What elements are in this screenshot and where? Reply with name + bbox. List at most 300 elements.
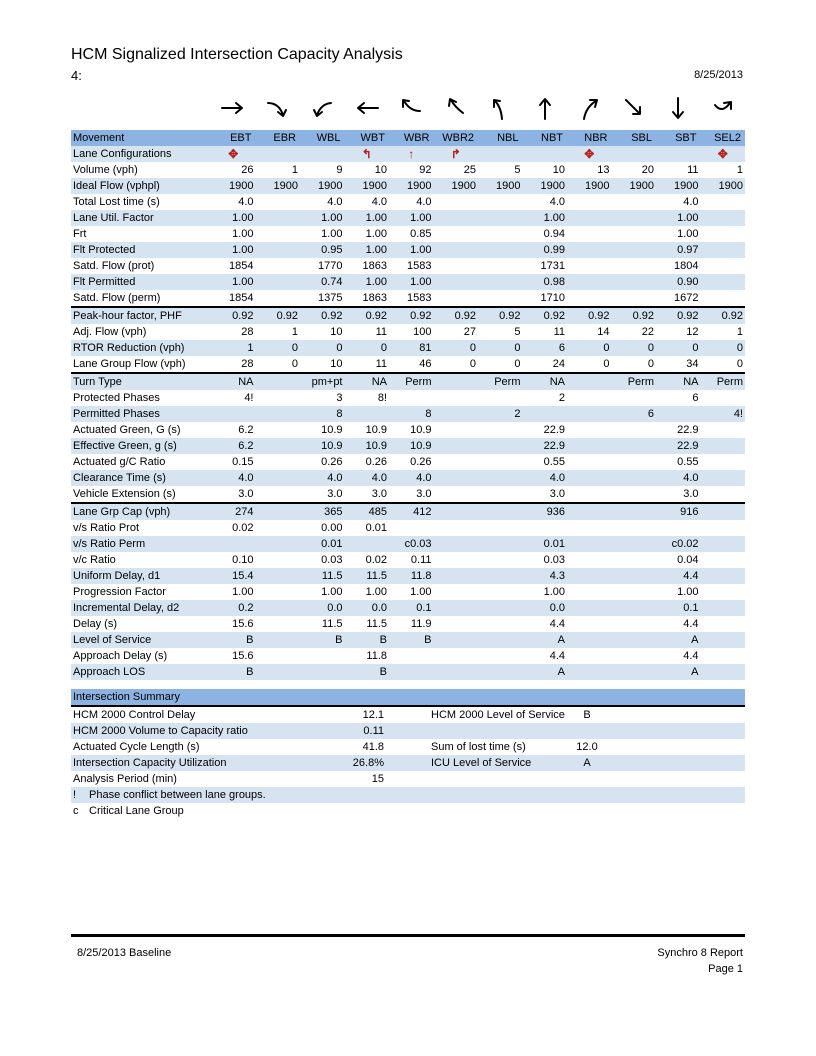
summary-title: Intersection Summary <box>71 689 745 706</box>
cell-sbt: 1672 <box>674 292 699 304</box>
summary-spacer <box>608 755 745 771</box>
summary-value-right <box>566 723 608 739</box>
summary-label-right: HCM 2000 Level of Service <box>386 706 566 723</box>
cell-nbl <box>478 194 523 210</box>
cell-ebt: 1.00 <box>232 586 254 598</box>
cell-nbt: 4.4 <box>549 650 565 662</box>
cell-nbr: 13 <box>597 164 610 176</box>
cell-wbt: 1.00 <box>345 210 390 226</box>
cell-ebr <box>256 552 301 568</box>
cell-nbr <box>567 258 612 274</box>
cell-nbr <box>567 568 612 584</box>
cell-wbr: 3.0 <box>416 488 432 500</box>
cell-nbl: 0 <box>478 340 523 356</box>
summary-value-right <box>566 771 608 787</box>
cell-ebr <box>256 242 301 258</box>
summary-value: 41.8 <box>362 741 384 753</box>
cell-wbt: 0.92 <box>345 307 390 324</box>
cell-nbt: 1.00 <box>523 210 568 226</box>
cell-sbl: 0.92 <box>612 307 657 324</box>
cell-nbr <box>567 454 612 470</box>
cell-sel2 <box>701 226 746 242</box>
table-row <box>71 632 745 648</box>
cell-sbl: 22 <box>641 326 654 338</box>
cell-nbl <box>478 536 523 552</box>
cell-ebr <box>256 226 301 242</box>
cell-wbr: 92 <box>419 164 432 176</box>
cell-nbl <box>478 584 523 600</box>
cell-wbl: 365 <box>300 503 345 520</box>
cell-wbl: 0.74 <box>300 274 345 290</box>
cell-nbl <box>478 438 523 454</box>
cell-ebt: 274 <box>211 503 256 520</box>
cell-wbr: 46 <box>419 358 432 370</box>
lane-config-icon <box>612 146 657 162</box>
row-label: Movement <box>71 130 211 146</box>
cell-wbt: 0.02 <box>365 554 387 566</box>
footer-report-name: Synchro 8 Report <box>657 947 743 959</box>
cell-nbt: NA <box>523 373 568 390</box>
cell-nbt: 0.98 <box>523 274 568 290</box>
row-label: Satd. Flow (perm) <box>73 292 161 304</box>
cell-wbl: 1.00 <box>300 210 345 226</box>
cell-ebr <box>256 486 301 503</box>
cell-wbr: 11.8 <box>389 568 434 584</box>
row-label: Approach LOS <box>71 664 211 680</box>
cell-wbr: 1.00 <box>389 242 434 258</box>
cell-nbt: 11 <box>553 326 565 338</box>
cell-wbl: 0.92 <box>300 307 345 324</box>
cell-wbr2: 27 <box>463 326 476 338</box>
cell-wbt: 1863 <box>362 292 387 304</box>
cell-sel2 <box>701 520 746 536</box>
cell-nbr <box>567 616 612 632</box>
cell-nbr <box>567 390 612 406</box>
cell-sbl: 20 <box>641 164 654 176</box>
cell-nbl <box>478 274 523 290</box>
cell-ebr: 0.92 <box>256 307 301 324</box>
cell-ebr <box>256 632 301 648</box>
row-label: Vehicle Extension (s) <box>73 488 176 500</box>
cell-nbr <box>567 290 612 307</box>
cell-wbr2 <box>434 406 479 422</box>
lane-config-icon <box>256 146 301 162</box>
row-label: Permitted Phases <box>71 406 211 422</box>
cell-ebt: 6.2 <box>238 424 254 436</box>
cell-sbt: 22.9 <box>656 438 701 454</box>
cell-wbt: 1.00 <box>345 242 390 258</box>
cell-ebr <box>256 616 301 632</box>
cell-wbr: 4.0 <box>389 470 434 486</box>
cell-wbr2 <box>434 242 479 258</box>
cell-ebt: 1.00 <box>211 242 256 258</box>
cell-nbl <box>478 242 523 258</box>
cell-nbr <box>567 552 612 568</box>
cell-ebr <box>256 520 301 536</box>
cell-wbl: 0.03 <box>321 554 343 566</box>
cell-nbr <box>567 438 612 454</box>
cell-ebr: 0 <box>256 340 301 356</box>
note <box>71 803 745 819</box>
cell-sel2 <box>701 584 746 600</box>
row-label: Frt <box>73 228 87 240</box>
cell-nbr <box>567 503 612 520</box>
table-row <box>71 454 745 470</box>
cell-sel2 <box>701 536 746 552</box>
cell-wbl: 10.9 <box>321 424 343 436</box>
cell-nbt: 2 <box>558 392 565 404</box>
table-row <box>71 406 745 422</box>
cell-wbr2 <box>434 194 479 210</box>
row-label: Delay (s) <box>73 618 118 630</box>
lane-config-row <box>71 146 745 162</box>
cell-sbt: 4.4 <box>656 568 701 584</box>
cell-ebt: 0.02 <box>232 522 254 534</box>
note-text: Critical Lane Group <box>89 805 184 817</box>
cell-wbr: 0.26 <box>410 456 432 468</box>
cell-wbl: 4.0 <box>300 470 345 486</box>
cell-nbt: 3.0 <box>549 488 565 500</box>
cell-sbl <box>612 274 657 290</box>
cell-wbl: 11.5 <box>321 618 343 630</box>
cell-nbr <box>567 536 612 552</box>
row-label: Lane Group Flow (vph) <box>73 358 186 370</box>
cell-sel2: 1900 <box>701 178 746 194</box>
report-date: 8/25/2013 <box>694 69 743 81</box>
cell-nbr: 1900 <box>567 178 612 194</box>
cell-ebr <box>256 258 301 274</box>
cell-ebr <box>256 664 301 680</box>
summary-value: 12.1 <box>301 706 386 723</box>
cell-ebt: 0.15 <box>232 456 254 468</box>
cell-nbt: 936 <box>523 503 568 520</box>
table-row <box>71 356 745 373</box>
cell-sbt: 0 <box>656 340 701 356</box>
summary-note-row <box>71 787 745 803</box>
table-row <box>71 307 745 324</box>
cell-sel2 <box>701 552 746 568</box>
cell-wbr2 <box>434 536 479 552</box>
cell-sbl <box>612 438 657 454</box>
cell-wbt: B <box>345 632 390 648</box>
cell-nbl: 5 <box>514 326 521 338</box>
cell-sbt: 3.0 <box>683 488 699 500</box>
cell-ebt: 1854 <box>229 292 254 304</box>
cell-wbr: 1.00 <box>389 274 434 290</box>
cell-ebt: 15.6 <box>232 618 254 630</box>
cell-wbt: 4.0 <box>371 196 387 208</box>
cell-sel2 <box>701 470 746 486</box>
cell-ebt: B <box>211 632 256 648</box>
cell-nbl <box>478 210 523 226</box>
summary-row <box>71 706 745 723</box>
summary-spacer <box>608 706 745 723</box>
row-label: Flt Protected <box>71 242 211 258</box>
cell-nbr <box>567 664 612 680</box>
cell-sel2 <box>701 438 746 454</box>
summary-spacer <box>608 723 745 739</box>
cell-wbr: 11.9 <box>410 618 432 630</box>
cell-sel2: SEL2 <box>701 130 746 146</box>
cell-ebt: 4.0 <box>211 470 256 486</box>
summary-label-right: ICU Level of Service <box>386 755 566 771</box>
arrow-turn-right-up-icon <box>568 92 610 124</box>
cell-wbl: 1375 <box>318 292 343 304</box>
row-label: Incremental Delay, d2 <box>71 600 211 616</box>
cell-ebt: 3.0 <box>238 488 254 500</box>
cell-wbr2 <box>434 600 479 616</box>
cell-sel2 <box>701 274 746 290</box>
cell-ebr: 0 <box>291 358 298 370</box>
cell-nbt: 1900 <box>523 178 568 194</box>
cell-wbt: 1.00 <box>365 228 387 240</box>
cell-nbl <box>478 390 523 406</box>
cell-wbr: 1900 <box>389 178 434 194</box>
cell-ebr <box>256 274 301 290</box>
cell-sbt: 11 <box>687 164 699 176</box>
lane-config-icon <box>523 146 568 162</box>
cell-wbr2 <box>434 486 479 503</box>
cell-wbt: 1.00 <box>365 586 387 598</box>
row-label: Level of Service <box>71 632 211 648</box>
table-row <box>71 422 745 438</box>
cell-wbt: 0.26 <box>365 456 387 468</box>
cell-nbl <box>478 290 523 307</box>
note <box>71 787 745 803</box>
cell-nbr <box>567 648 612 664</box>
cell-nbt: A <box>523 632 568 648</box>
cell-wbl: 4.0 <box>327 196 343 208</box>
cell-wbl: 0.95 <box>300 242 345 258</box>
cell-sbt: 34 <box>686 358 699 370</box>
cell-sbl: 6 <box>612 406 657 422</box>
footer-page-number: Page 1 <box>708 963 743 975</box>
cell-nbr <box>567 210 612 226</box>
cell-nbr <box>567 632 612 648</box>
cell-nbr <box>567 520 612 536</box>
cell-wbt: 10.9 <box>345 438 390 454</box>
cell-ebr <box>256 454 301 470</box>
cell-sel2 <box>701 486 746 503</box>
cell-wbr: 0.11 <box>410 554 432 566</box>
cell-ebt: 4! <box>244 392 254 404</box>
cell-ebt <box>211 536 256 552</box>
cell-sel2 <box>701 616 746 632</box>
table-row <box>71 242 745 258</box>
cell-sbl <box>612 422 657 438</box>
cell-sel2 <box>701 290 746 307</box>
cell-wbr2 <box>434 290 479 307</box>
cell-nbr <box>567 406 612 422</box>
cell-nbl: 1900 <box>478 178 523 194</box>
summary-value-right: 12.0 <box>576 741 598 753</box>
lane-config-icon: ↰ <box>345 146 390 162</box>
summary-label: Actuated Cycle Length (s) <box>73 741 200 753</box>
arrow-east-icon <box>212 92 254 124</box>
table-row <box>71 438 745 454</box>
note-symbol: c <box>73 805 79 817</box>
cell-sbt: SBT <box>656 130 701 146</box>
cell-wbl: 11.5 <box>300 568 345 584</box>
cell-sbt: 1.00 <box>677 228 699 240</box>
cell-ebt: 28 <box>241 326 254 338</box>
cell-nbr <box>567 242 612 258</box>
table-row <box>71 390 745 406</box>
cell-sel2: 0 <box>736 358 743 370</box>
cell-ebr <box>256 600 301 616</box>
cell-wbr2: 1900 <box>434 178 479 194</box>
arrow-west-icon <box>346 92 388 124</box>
table-row <box>71 226 745 242</box>
cell-sbl <box>612 390 657 406</box>
cell-sbt: c0.02 <box>656 536 701 552</box>
table-row <box>71 568 745 584</box>
cell-ebt: 1900 <box>211 178 256 194</box>
lane-config-icon: ↑ <box>389 146 434 162</box>
note-text: Phase conflict between lane groups. <box>89 789 266 801</box>
cell-nbl <box>478 632 523 648</box>
cell-nbr <box>567 373 612 390</box>
cell-wbl: 3.0 <box>327 488 343 500</box>
cell-sbl <box>612 290 657 307</box>
cell-nbl <box>478 664 523 680</box>
cell-nbr: 0.92 <box>567 307 612 324</box>
cell-nbl <box>478 422 523 438</box>
cell-wbr: 8 <box>389 406 434 422</box>
row-label: Satd. Flow (prot) <box>73 260 155 272</box>
lane-config-icon: ↱ <box>434 146 479 162</box>
cell-sbl <box>612 664 657 680</box>
cell-sbl: 1900 <box>612 178 657 194</box>
cell-nbl: 0 <box>514 358 521 370</box>
cell-wbl: pm+pt <box>300 373 345 390</box>
table-row <box>71 194 745 210</box>
cell-sbl: SBL <box>612 130 657 146</box>
cell-wbl: 0.00 <box>321 522 343 534</box>
row-label: Lane Util. Factor <box>71 210 211 226</box>
cell-sbt: 22.9 <box>677 424 699 436</box>
row-label: Lane Grp Cap (vph) <box>71 503 211 520</box>
cell-wbr2 <box>434 632 479 648</box>
table-row <box>71 340 745 356</box>
cell-sel2 <box>701 632 746 648</box>
cell-nbt: 4.0 <box>523 470 568 486</box>
note-symbol: ! <box>73 789 77 801</box>
cell-nbt: 22.9 <box>543 424 565 436</box>
row-label: Total Lost time (s) <box>73 196 160 208</box>
row-label: Approach Delay (s) <box>73 650 168 662</box>
cell-sbl <box>612 210 657 226</box>
cell-wbr2: 0.92 <box>434 307 479 324</box>
cell-ebt: 1854 <box>229 260 254 272</box>
cell-wbr2 <box>434 390 479 406</box>
table-row <box>71 486 745 503</box>
cell-sbl <box>612 486 657 503</box>
cell-ebr: EBR <box>256 130 301 146</box>
cell-sel2 <box>701 210 746 226</box>
cell-sbt <box>656 520 701 536</box>
row-label: Actuated Green, G (s) <box>73 424 181 436</box>
cell-wbl: 1.00 <box>321 228 343 240</box>
cell-wbl: B <box>300 632 345 648</box>
cell-nbr <box>567 470 612 486</box>
cell-sbt: 1900 <box>656 178 701 194</box>
cell-ebr <box>256 290 301 307</box>
cell-ebr <box>256 568 301 584</box>
cell-ebr <box>256 584 301 600</box>
cell-nbl <box>478 552 523 568</box>
cell-wbl: 8 <box>300 406 345 422</box>
cell-ebr <box>256 194 301 210</box>
cell-sbt: 0.04 <box>677 554 699 566</box>
cell-wbr <box>389 390 434 406</box>
cell-nbr: 0 <box>567 340 612 356</box>
cell-nbr: 14 <box>597 326 610 338</box>
cell-sbt: A <box>656 632 701 648</box>
cell-wbr2: 0 <box>469 358 476 370</box>
cell-wbt: WBT <box>345 130 390 146</box>
cell-nbl <box>478 616 523 632</box>
row-label: Actuated g/C Ratio <box>73 456 166 468</box>
cell-wbr: c0.03 <box>389 536 434 552</box>
arrow-north-icon <box>524 92 566 124</box>
cell-wbr2 <box>434 438 479 454</box>
summary-label-right <box>386 771 566 787</box>
cell-ebt: 15.6 <box>232 650 254 662</box>
cell-nbl <box>478 486 523 503</box>
cell-sbt: 12 <box>686 326 699 338</box>
cell-ebt: 0.10 <box>232 554 254 566</box>
summary-spacer <box>608 739 745 755</box>
cell-nbl <box>478 520 523 536</box>
cell-nbt: 0.94 <box>543 228 565 240</box>
cell-nbl: 2 <box>478 406 523 422</box>
cell-wbr2 <box>434 520 479 536</box>
arrow-turn-left-down-icon <box>301 92 343 124</box>
table-row <box>71 552 745 568</box>
cell-ebr: 1900 <box>256 178 301 194</box>
cell-nbr: NBR <box>567 130 612 146</box>
cell-ebt: 0.2 <box>211 600 256 616</box>
cell-nbt: 24 <box>552 358 565 370</box>
cell-sbl <box>612 632 657 648</box>
cell-wbl: 10.9 <box>300 438 345 454</box>
cell-nbl <box>478 568 523 584</box>
cell-ebt <box>211 406 256 422</box>
cell-ebr: 1 <box>291 326 298 338</box>
cell-wbl: 1770 <box>318 260 343 272</box>
table-row <box>71 584 745 600</box>
cell-sel2 <box>701 194 746 210</box>
cell-sel2 <box>701 390 746 406</box>
cell-sel2: 1 <box>736 326 743 338</box>
cell-ebr <box>256 210 301 226</box>
cell-wbr: 100 <box>413 326 432 338</box>
cell-wbr <box>389 664 434 680</box>
cell-nbl: Perm <box>478 373 523 390</box>
cell-ebt: EBT <box>211 130 256 146</box>
cell-sel2 <box>701 503 746 520</box>
cell-nbl <box>478 648 523 664</box>
cell-sbt: 0.92 <box>656 307 701 324</box>
cell-wbl <box>300 648 345 664</box>
cell-sbl: Perm <box>612 373 657 390</box>
cell-wbr: 0.1 <box>389 600 434 616</box>
lane-config-icon: ✥ <box>567 146 612 162</box>
cell-sbl: 0 <box>612 340 657 356</box>
cell-wbr2 <box>434 210 479 226</box>
cell-sel2 <box>701 258 746 274</box>
